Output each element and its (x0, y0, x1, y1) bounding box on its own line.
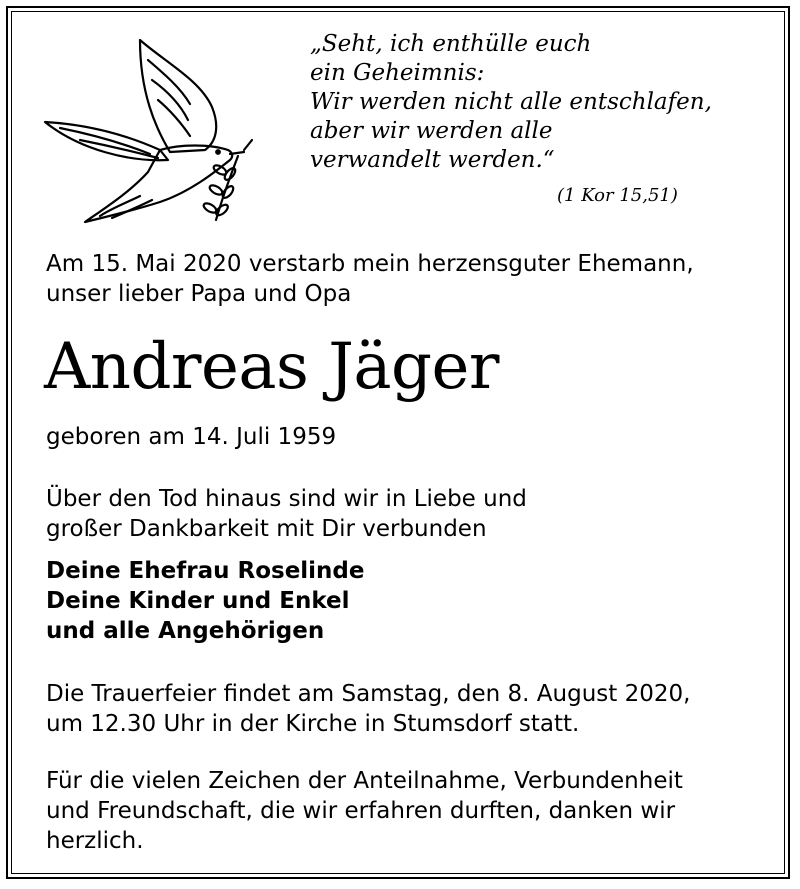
funeral-notice (46, 679, 690, 739)
bible-quote (310, 30, 750, 175)
funeral-line: Die Trauerfeier findet am Samstag, den 8. August 2020, (46, 681, 691, 707)
quote-line: verwandelt werden.“ (310, 147, 555, 173)
remembrance-text (46, 484, 527, 544)
birth-date (46, 422, 336, 452)
mourner-line: Deine Kinder und Enkel (46, 588, 350, 614)
thanks-line: herzlich. (46, 828, 144, 854)
quote-reference: (1 Kor 15,51) (557, 185, 678, 206)
quote-line: ein Geheimnis: (310, 60, 485, 86)
bond-line: großer Dankbarkeit mit Dir verbunden (46, 516, 487, 542)
mourners-list (46, 556, 365, 646)
bond-line: Über den Tod hinaus sind wir in Liebe und (46, 486, 527, 512)
thanks-line: und Freundschaft, die wir erfahren durften, danken wir (46, 798, 676, 824)
death-announcement (46, 249, 694, 309)
mourner-line: und alle Angehörigen (46, 618, 325, 644)
thanks-line: Für die vielen Zeichen der Anteilnahme, Verbundenheit (46, 768, 683, 794)
quote-line: aber wir werden alle (310, 118, 553, 144)
thanks-note (46, 766, 683, 856)
dove-with-olive-branch-icon (40, 32, 260, 228)
quote-line: Wir werden nicht alle entschlafen, (310, 89, 712, 115)
intro-line: unser lieber Papa und Opa (46, 281, 352, 307)
deceased-name: Andreas Jäger (44, 330, 499, 404)
intro-line: Am 15. Mai 2020 verstarb mein herzensguter Ehemann, (46, 251, 694, 277)
mourner-line: Deine Ehefrau Roselinde (46, 558, 365, 584)
birth-line: geboren am 14. Juli 1959 (46, 424, 337, 450)
funeral-line: um 12.30 Uhr in der Kirche in Stumsdorf statt. (46, 711, 580, 737)
quote-line: „Seht, ich enthülle euch (310, 31, 592, 57)
